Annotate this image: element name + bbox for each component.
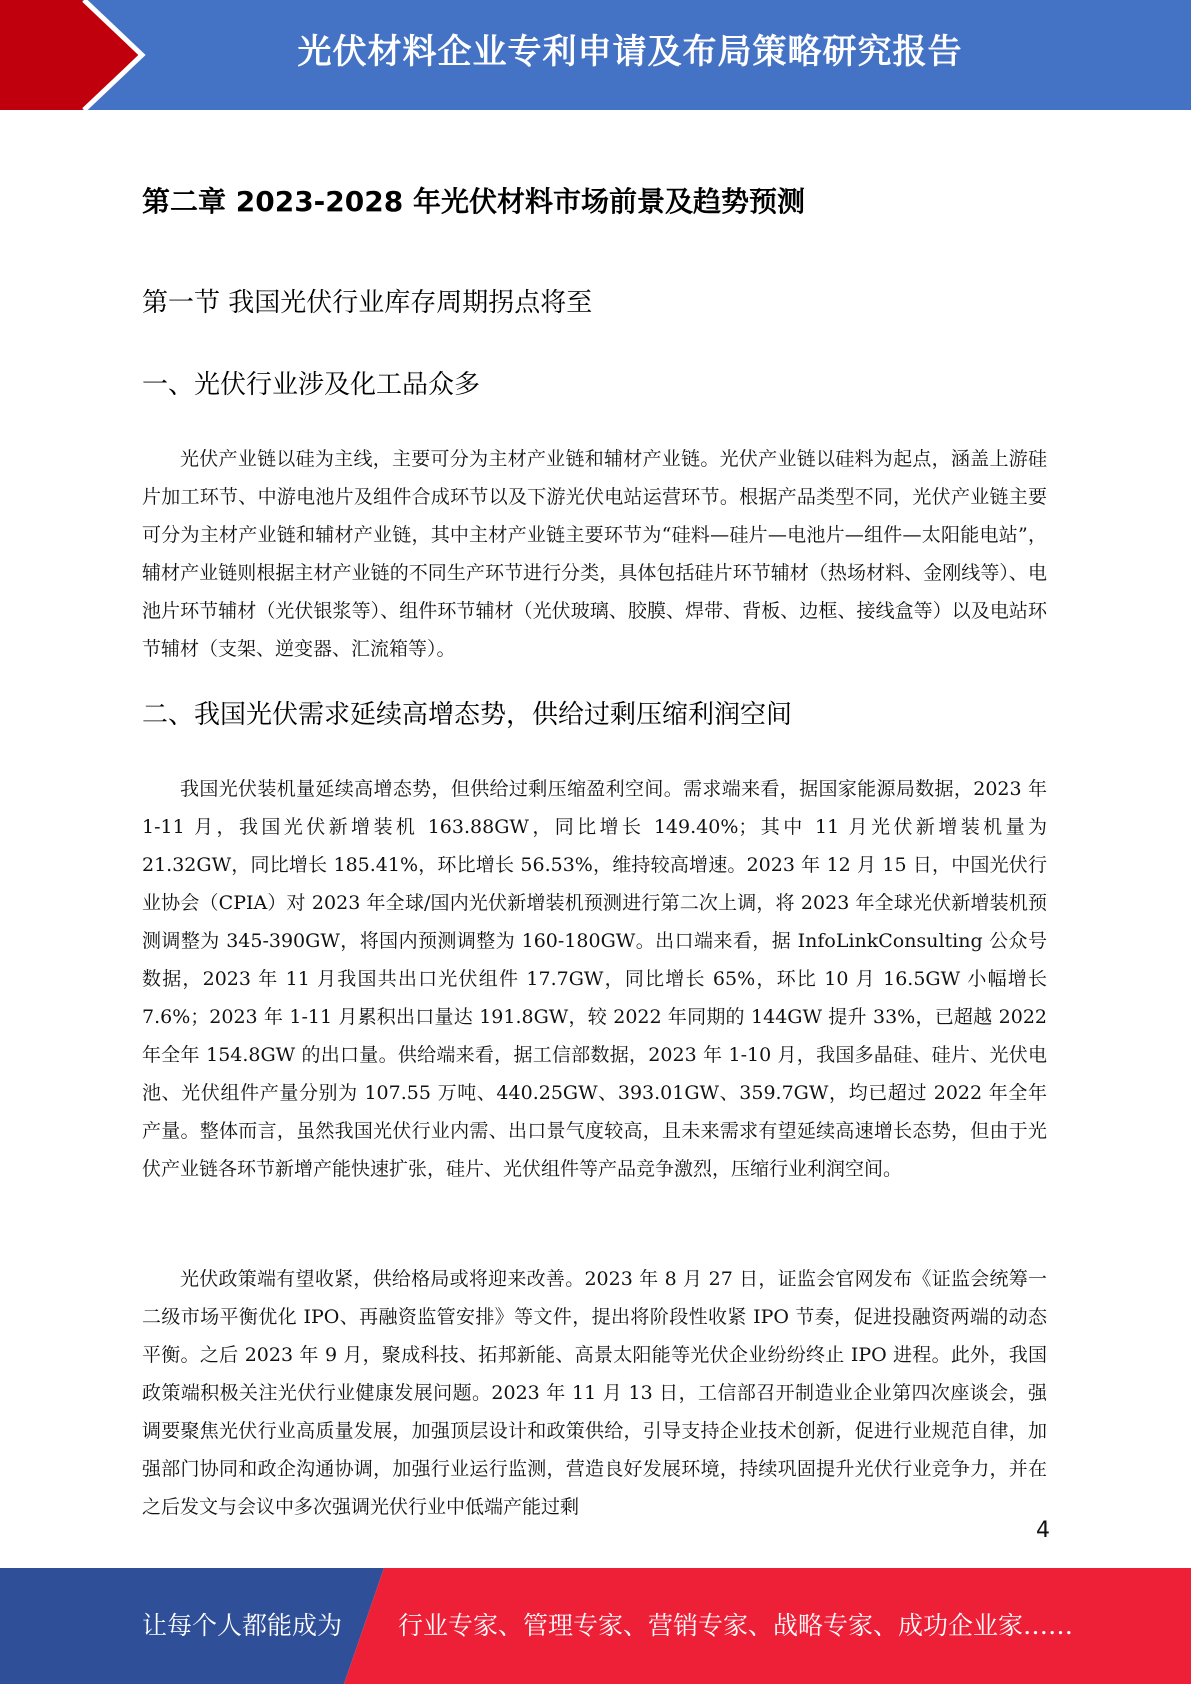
section-title: 第一节 我国光伏行业库存周期拐点将至 — [142, 288, 593, 318]
footer-slogan-right: 行业专家、管理专家、营销专家、战略专家、成功企业家…… — [398, 1611, 1074, 1640]
report-footer — [0, 1568, 1191, 1684]
paragraph: 光伏产业链以硅为主线，主要可分为主材产业链和辅材产业链。光伏产业链以硅料为起点，涵盖上游硅片加工环节、中游电池片及组件合成环节以及下游光伏电站运营环节。根据产品类型不同，光伏产业链主要可分为主材产业链和辅材产业链，其中主材产业链主要环节为“硅料—硅片—电池片—组件—太阳能电站”，辅材产业链则根据主材产业链的不同生产环节进行分类，具体包括硅片环节辅材（热场材料、金刚线等）、电池片环节辅材（光伏银浆等）、组件环节辅材（光伏玻璃、胶膜、焊带、背板、边框、接线盒等）以及电站环节辅材（支架、逆变器、汇流箱等）。 — [142, 448, 1047, 660]
report-title: 光伏材料企业专利申请及布局策略研究报告 — [297, 32, 963, 72]
report-header — [0, 0, 1191, 110]
subsection-heading-1: 一、光伏行业涉及化工品众多 — [142, 370, 481, 400]
paragraph: 我国光伏装机量延续高增态势，但供给过剩压缩盈利空间。需求端来看，据国家能源局数据，2023 年 1-11 月，我国光伏新增装机 163.88GW，同比增长 149.40%；其中 11 月光伏新增装机量为 21.32GW，同比增长 185.41%，环比增长 56.53%，维持较高增速。2023 年 12 月 15 日，中国光伏行业协会（CPIA）对 2023 年全球/国内光伏新增装机预测进行第二次上调，将 2023 年全球光伏新增装机预测调整为 345-390GW，将国内预测调整为 160-180GW。出口端来看，据 InfoLinkConsulting 公众号数据，2023 年 11 月我国共出口光伏组件 17.7GW，同比增长 65%，环比 10 月 16.5GW 小幅增长 7.6%；2023 年 1-11 月累积出口量达 191.8GW，较 2022 年同期的 144GW 提升 33%，已超越 2022 年全年 154.8GW 的出口量。供给端来看，据工信部数据，2023 年 1-10 月，我国多晶硅、硅片、光伏电池、光伏组件产量分别为 107.55 万吨、440.25GW、393.01GW、359.7GW，均已超过 2022 年全年产量。整体而言，虽然我国光伏行业内需、出口景气度较高，且未来需求有望延续高速增长态势，但由于光伏产业链各环节新增产能快速扩张，硅片、光伏组件等产品竞争激烈，压缩行业利润空间。 — [142, 778, 1047, 1180]
subsection-heading-2: 二、我国光伏需求延续高增态势，供给过剩压缩利润空间 — [142, 700, 793, 730]
chapter-title: 第二章 2023-2028 年光伏材料市场前景及趋势预测 — [142, 185, 805, 218]
paragraph: 光伏政策端有望收紧，供给格局或将迎来改善。2023 年 8 月 27 日，证监会官网发布《证监会统筹一二级市场平衡优化 IPO、再融资监管安排》等文件，提出将阶段性收紧 IPO 节奏，促进投融资两端的动态平衡。之后 2023 年 9 月，聚成科技、拓邦新能、高景太阳能等光伏企业纷纷终止 IPO 进程。此外，我国政策端积极关注光伏行业健康发展问题。2023 年 11 月 13 日，工信部召开制造业企业第四次座谈会，强调要聚焦光伏行业高质量发展，加强顶层设计和政策供给，引导支持企业技术创新，促进行业规范自律，加强部门协同和政企沟通协调，加强行业运行监测，营造良好发展环境，持续巩固提升光伏行业竞争力，并在之后发文与会议中多次强调光伏行业中低端产能过剩 — [142, 1268, 1047, 1518]
footer-slogan-left: 让每个人都能成为 — [142, 1611, 343, 1640]
page-number: 4 — [1036, 1518, 1050, 1543]
red-chevron-decoration — [0, 0, 160, 110]
